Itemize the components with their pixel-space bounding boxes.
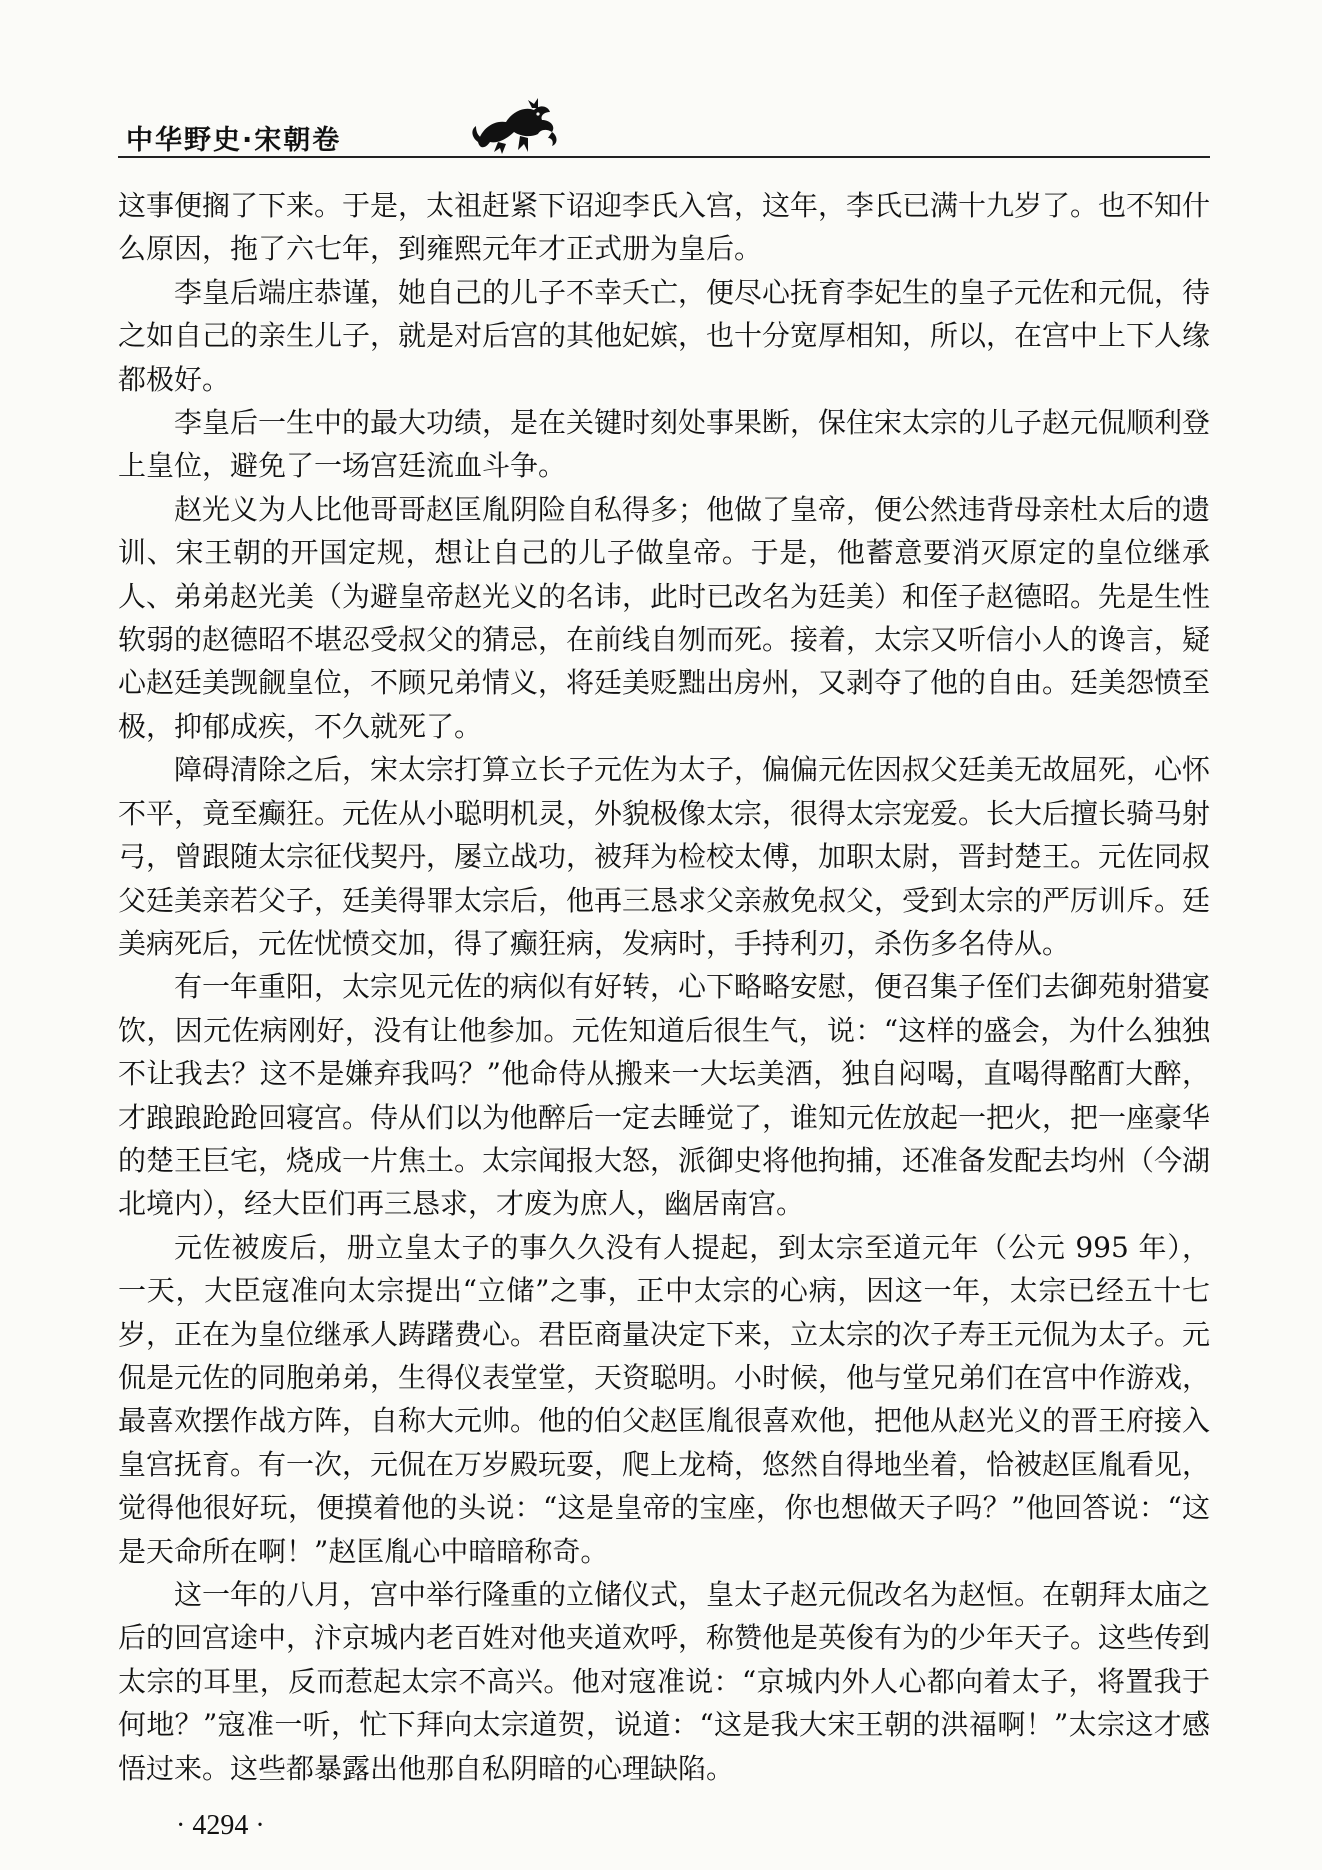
paragraph: 障碍清除之后，宋太宗打算立长子元佐为太子，偏偏元佐因叔父廷美无故屈死，心怀不平，竟至癫狂。元佐从小聪明机灵，外貌极像太宗，很得太宗宠爱。长大后擅长骑马射弓，曾跟随太宗征伐契丹，屡立战功，被拜为检校太傅，加职太尉，晋封楚王。元佐同叔父廷美亲若父子，廷美得罪太宗后，他再三恳求父亲赦免叔父，受到太宗的严厉训斥。廷美病死后，元佐忧愤交加，得了癫狂病，发病时，手持利刃，杀伤多名侍从。 (118, 753, 1211, 960)
paragraph: 有一年重阳，太宗见元佐的病似有好转，心下略略安慰，便召集子侄们去御苑射猎宴饮，因元佐病刚好，没有让他参加。元佐知道后很生气，说：“这样的盛会，为什么独独不让我去？这不是嫌弃我吗？”他命侍从搬来一大坛美酒，独自闷喝，直喝得酩酊大醉，才踉踉跄跄回寝宫。侍从们以为他醉后一定去睡觉了，谁知元佐放起一把火，把一座豪华的楚王巨宅，烧成一片焦土。太宗闻报大怒，派御史将他拘捕，还准备发配去均州（今湖北境内），经大臣们再三恳求，才废为庶人，幽居南宫。 (118, 970, 1211, 1221)
book-title: 中华野史·宋朝卷 (126, 125, 342, 156)
page-number: · 4294 · (176, 1810, 265, 1841)
header-rule (118, 156, 1210, 158)
paragraph: 李皇后一生中的最大功绩，是在关键时刻处事果断，保住宋太宗的儿子赵元侃顺利登上皇位，避免了一场宫廷流血斗争。 (118, 406, 1211, 483)
paragraph: 李皇后端庄恭谨，她自己的儿子不幸夭亡，便尽心抚育李妃生的皇子元佐和元侃，待之如自己的亲生儿子，就是对后宫的其他妃嫔，也十分宽厚相知，所以，在宫中上下人缘都极好。 (118, 275, 1211, 396)
dragon-emblem-icon (468, 98, 560, 156)
body-text (118, 184, 1210, 1790)
running-header (118, 98, 1210, 160)
paragraph: 赵光义为人比他哥哥赵匡胤阴险自私得多；他做了皇帝，便公然违背母亲杜太后的遗训、宋王朝的开国定规，想让自己的儿子做皇帝。于是，他蓄意要消灭原定的皇位继承人、弟弟赵光美（为避皇帝赵光义的名讳，此时已改名为廷美）和侄子赵德昭。先是生性软弱的赵德昭不堪忍受叔父的猜忌，在前线自刎而死。接着，太宗又听信小人的谗言，疑心赵廷美觊觎皇位，不顾兄弟情义，将廷美贬黜出房州，又剥夺了他的自由。廷美怨愤至极，抑郁成疾，不久就死了。 (118, 492, 1211, 743)
paragraph: 这一年的八月，宫中举行隆重的立储仪式，皇太子赵元侃改名为赵恒。在朝拜太庙之后的回宫途中，汴京城内老百姓对他夹道欢呼，称赞他是英俊有为的少年天子。这些传到太宗的耳里，反而惹起太宗不高兴。他对寇准说：“京城内外人心都向着太子，将置我于何地？”寇准一听，忙下拜向太宗道贺，说道：“这是我大宋王朝的洪福啊！”太宗这才感悟过来。这些都暴露出他那自私阴暗的心理缺陷。 (118, 1578, 1211, 1785)
paragraph: 元佐被废后，册立皇太子的事久久没有人提起，到太宗至道元年（公元 995 年），一天，大臣寇准向太宗提出“立储”之事，正中太宗的心病，因这一年，太宗已经五十七岁，正在为皇位继承人踌躇费心。君臣商量决定下来，立太宗的次子寿王元侃为太子。元侃是元佐的同胞弟弟，生得仪表堂堂，天资聪明。小时候，他与堂兄弟们在宫中作游戏，最喜欢摆作战方阵，自称大元帅。他的伯父赵匡胤很喜欢他，把他从赵光义的晋王府接入皇宫抚育。有一次，元侃在万岁殿玩耍，爬上龙椅，悠然自得地坐着，恰被赵匡胤看见，觉得他很好玩，便摸着他的头说：“这是皇帝的宝座，你也想做天子吗？”他回答说：“这是天命所在啊！”赵匡胤心中暗暗称奇。 (118, 1230, 1211, 1568)
paragraph: 这事便搁了下来。于是，太祖赶紧下诏迎李氏入宫，这年，李氏已满十九岁了。也不知什么原因，拖了六七年，到雍熙元年才正式册为皇后。 (118, 189, 1211, 266)
